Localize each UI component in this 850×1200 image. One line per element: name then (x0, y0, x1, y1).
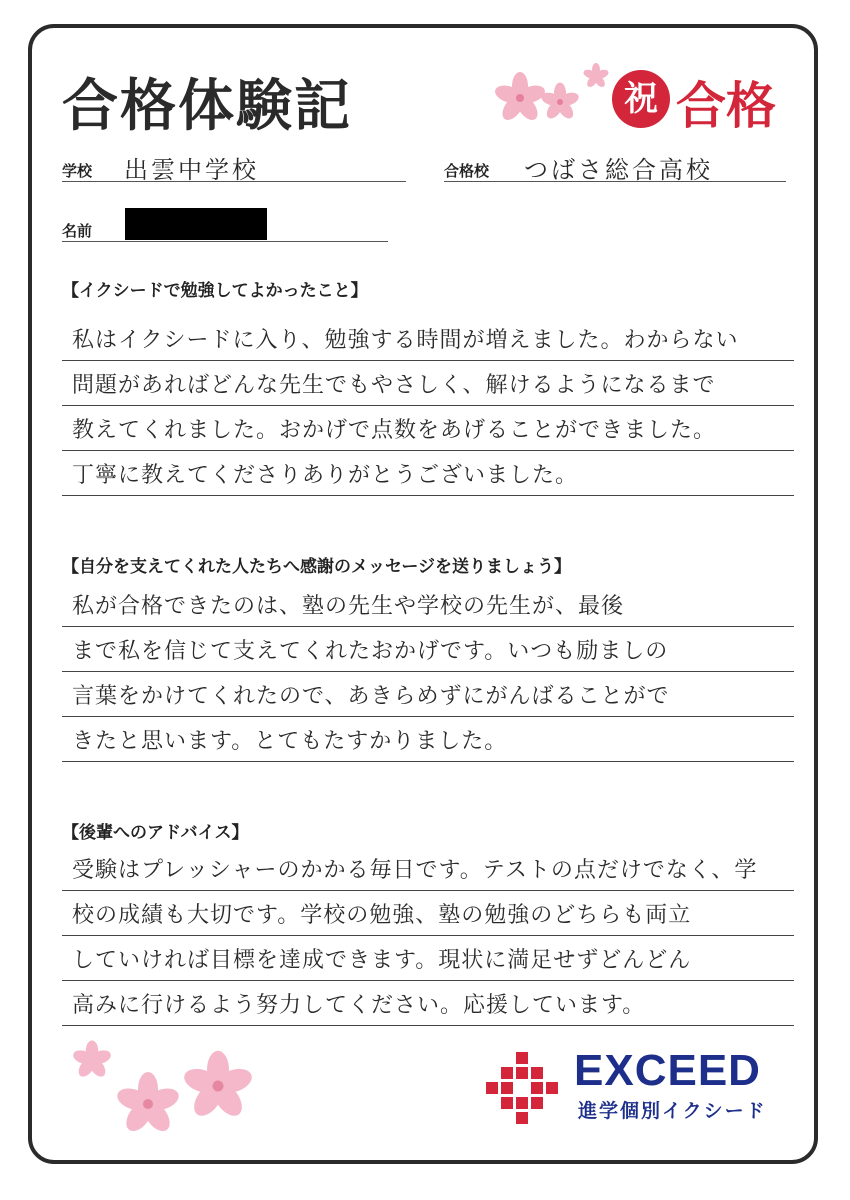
section-body-thanks (62, 582, 794, 762)
name-label: 名前 (62, 222, 93, 240)
sakura-decoration-icon (68, 1032, 268, 1142)
passed-school-value: つばさ総合高校 (524, 156, 713, 184)
exceed-logo-icon (486, 1052, 558, 1124)
section-body-good-points (62, 316, 794, 496)
section-heading-advice: 【後輩へのアドバイス】 (62, 823, 249, 843)
text-line: 丁寧に教えてくださりありがとうございました。 (62, 451, 794, 496)
text-line: 校の成績も大切です。学校の勉強、塾の勉強のどちらも両立 (62, 891, 794, 936)
exceed-logo-subtitle: 進学個別イクシード (578, 1100, 767, 1122)
passed-school-underline (444, 181, 786, 182)
section-body-advice (62, 846, 794, 1026)
exceed-logo-text: EXCEED (574, 1046, 761, 1095)
text-line: 言葉をかけてくれたので、あきらめずにがんばることがで (62, 672, 794, 717)
text-line: 受験はプレッシャーのかかる毎日です。テストの点だけでなく、学 (62, 846, 794, 891)
text-line: まで私を信じて支えてくれたおかげです。いつも励ましの (62, 627, 794, 672)
text-line: 私はイクシードに入り、勉強する時間が増えました。わからない (62, 316, 794, 361)
name-underline (62, 241, 388, 242)
section-heading-good-points: 【イクシードで勉強してよかったこと】 (62, 281, 368, 301)
text-line: 問題があればどんな先生でもやさしく、解けるようになるまで (62, 361, 794, 406)
school-underline (62, 181, 406, 182)
text-line: していければ目標を達成できます。現状に満足せずどんどん (62, 936, 794, 981)
redacted-name (125, 208, 267, 240)
sakura-decoration-icon (492, 62, 612, 132)
school-label: 学校 (62, 162, 93, 180)
page-title: 合格体験記 (62, 74, 352, 139)
text-line: 私が合格できたのは、塾の先生や学校の先生が、最後 (62, 582, 794, 627)
text-line: 教えてくれました。おかげで点数をあげることができました。 (62, 406, 794, 451)
school-value: 出雲中学校 (124, 156, 259, 184)
section-heading-thanks: 【自分を支えてくれた人たちへ感謝のメッセージを送りましょう】 (62, 557, 571, 577)
text-line: 高みに行けるよう努力してください。応援しています。 (62, 981, 794, 1026)
congratulations-badge: 祝 (612, 70, 670, 128)
text-line: きたと思います。とてもたすかりました。 (62, 717, 794, 762)
passed-school-label: 合格校 (444, 162, 490, 180)
passed-mark: 合格 (676, 77, 776, 135)
